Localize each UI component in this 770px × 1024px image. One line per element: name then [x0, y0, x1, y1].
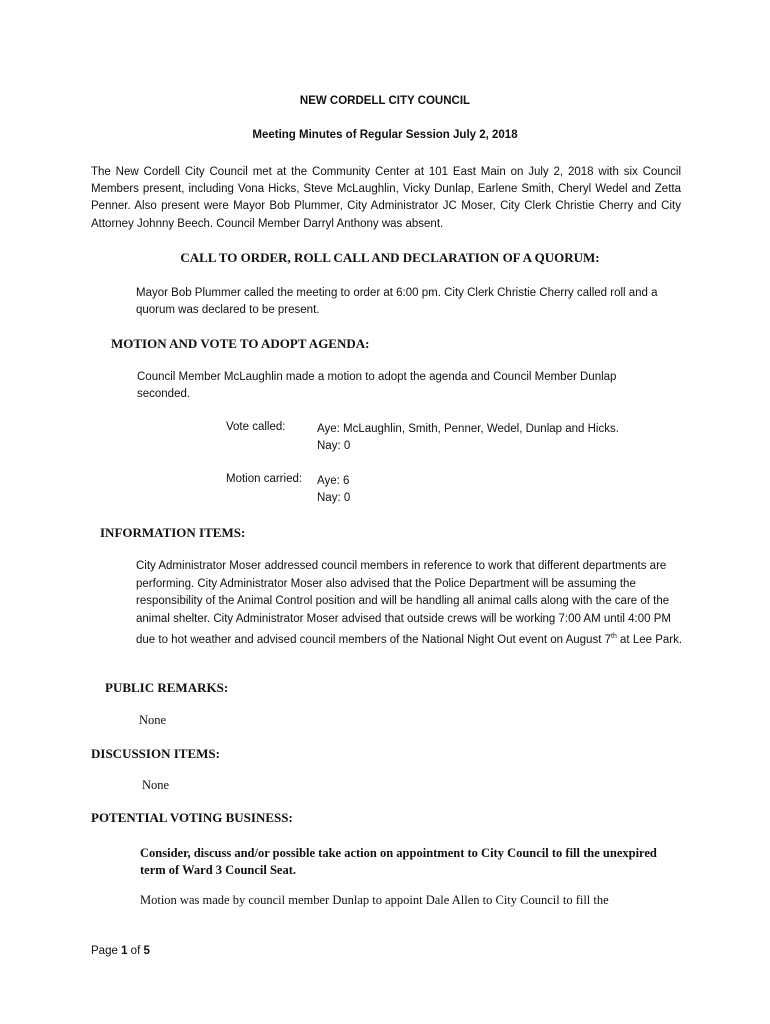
public-remarks-text: None: [139, 713, 167, 727]
vote-called-label: Vote called:: [226, 421, 286, 433]
motion-carried-label: Motion carried:: [226, 473, 303, 485]
information-items-text: [136, 558, 686, 650]
document-title: NEW CORDELL CITY COUNCIL: [299, 95, 471, 107]
intro-paragraph: The New Cordell City Council met at the Community Center at 101 East Main on July 2, 2018 with six Council Members present, including Vona Hicks, Steve McLaughlin, Vicky Dunlap, Earlene Smith, Cheryl Wedel and Zetta Penner. Also present were Mayor Bob Plummer, City Administrator JC Moser, City Clerk Christie Cherry and City Attorney Johnny Beech. Council Member Darryl Anthony was absent.: [91, 166, 681, 230]
page-word: Page: [91, 945, 118, 957]
carried-nay: Nay: 0: [317, 492, 351, 504]
of-word: of: [130, 945, 141, 957]
voting-item: Consider, discuss and/or possible take action on appointment to City Council to fill the unexpired term of Ward 3 Council Seat.: [140, 846, 657, 877]
discussion-items-heading: DISCUSSION ITEMS:: [91, 746, 220, 761]
document-subtitle: Meeting Minutes of Regular Session July 2, 2018: [252, 129, 518, 141]
motion-agenda-heading: MOTION AND VOTE TO ADOPT AGENDA:: [111, 336, 370, 351]
page-number: 1: [121, 945, 128, 957]
ordinal-suffix: th: [611, 633, 617, 641]
vote-aye: Aye: McLaughlin, Smith, Penner, Wedel, Dunlap and Hicks.: [317, 423, 619, 435]
page-total: 5: [143, 945, 150, 957]
potential-voting-heading: POTENTIAL VOTING BUSINESS:: [91, 810, 293, 825]
motion-agenda-text: Council Member McLaughlin made a motion to adopt the agenda and Council Member Dunlap seconded.: [137, 371, 617, 401]
discussion-items-text: None: [142, 778, 170, 792]
page-footer: [91, 945, 150, 957]
information-items-heading: INFORMATION ITEMS:: [100, 525, 246, 540]
vote-nay: Nay: 0: [317, 440, 351, 452]
call-to-order-heading: CALL TO ORDER, ROLL CALL AND DECLARATION OF A QUORUM:: [180, 250, 600, 265]
voting-motion-text: Motion was made by council member Dunlap to appoint Dale Allen to City Council to fill the: [140, 893, 609, 907]
information-text-end: at Lee Park.: [616, 634, 683, 647]
call-to-order-text: Mayor Bob Plummer called the meeting to order at 6:00 pm. City Clerk Christie Cherry called roll and a quorum was declared to be present.: [136, 287, 658, 317]
public-remarks-heading: PUBLIC REMARKS:: [105, 680, 229, 695]
information-text-main: City Administrator Moser addressed council members in reference to work that different departments are performing. City Administrator Moser also advised that the Police Department will be assuming the responsibility of the Animal Control position and will be handling all animal calls along with the care of the animal shelter. City Administrator Moser advised that outside crews will be working 7:00 AM until 4:00 PM due to hot weather and advised council members of the National Night Out event on August 7: [136, 560, 671, 647]
carried-aye: Aye: 6: [317, 475, 350, 487]
